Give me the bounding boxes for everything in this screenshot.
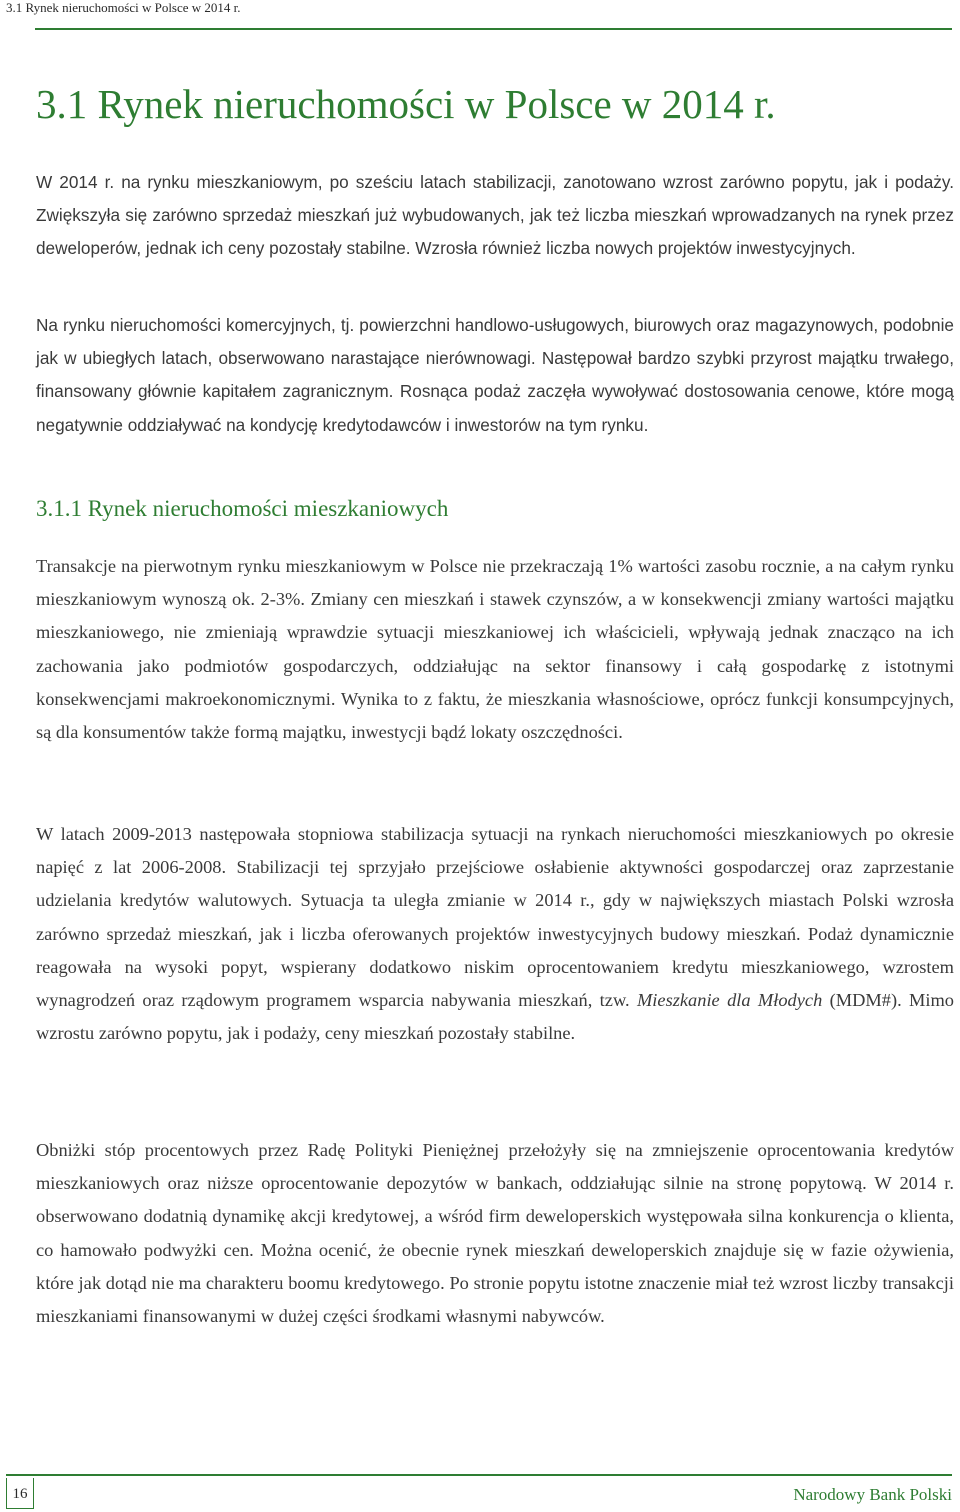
page-title: 3.1 Rynek nieruchomości w Polsce w 2014 r. xyxy=(36,81,776,127)
page-number: 16 xyxy=(6,1478,34,1509)
footer-rule xyxy=(6,1474,952,1476)
publisher-name: Narodowy Bank Polski xyxy=(793,1485,952,1504)
program-name: Mieszkanie dla Młodych xyxy=(636,990,823,1011)
body-paragraph-1: Transakcje na pierwotnym rynku mieszkaniowym w Polsce nie przekraczają 1% wartości zasobu rocznie, a na całym rynku mieszkaniowym wynoszą ok. 2-3%. Zmiany cen mieszkań i stawek czynszów, a w konsekwencji zmiany wartości majątku mieszkaniowego, nie zmieniają wprawdzie sytuacji mieszkaniowej ich właścicieli, wpływają jednak znacząco na ich zachowania jako podmiotów gospodarczych, oddziałując na sektor finansowy i całą gospodarkę z istotnymi konsekwencjami makroekonomicznymi. Wynika to z faktu, że mieszkania własnościowe, oprócz funkcji konsumpcyjnych, są dla konsumentów także formą majątku, inwestycji bądź lokaty oszczędności. xyxy=(36,556,954,743)
body-paragraph-2-text-b: (MDM#). Mimo wzrostu zarówno popytu, jak i podaży, ceny mieszkań pozostały stabilne. xyxy=(36,990,954,1044)
intro-paragraph-2: Na rynku nieruchomości komercyjnych, tj. powierzchni handlowo-usługowych, biurowych oraz magazynowych, podobnie jak w ubiegłych latach, obserwowano narastające nierównowagi. Następował bardzo szybki przyrost majątku trwałego, finansowany głównie kapitałem zagranicznym. Rosnąca podaż zaczęła wywoływać dostosowania cenowe, które mogą negatywnie oddziaływać na kondycję kredytodawców i inwestorów na tym rynku. xyxy=(36,315,954,435)
running-header: 3.1 Rynek nieruchomości w Polsce w 2014 r. xyxy=(6,0,241,15)
intro-paragraph-1: W 2014 r. na rynku mieszkaniowym, po sześciu latach stabilizacji, zanotowano wzrost zarówno popytu, jak i podaży. Zwiększyła się zarówno sprzedaż mieszkań już wybudowanych, jak też liczba mieszkań wprowadzanych na rynek przez deweloperów, jednak ich ceny pozostały stabilne. Wzrosła również liczba nowych projektów inwestycyjnych. xyxy=(36,172,954,259)
section-heading: 3.1.1 Rynek nieruchomości mieszkaniowych xyxy=(36,496,449,521)
header-rule xyxy=(35,28,952,30)
body-paragraph-3: Obniżki stóp procentowych przez Radę Polityki Pieniężnej przełożyły się na zmniejszenie oprocentowania kredytów mieszkaniowych oraz niższe oprocentowanie depozytów w bankach, oddziałując silnie na stronę popytową. W 2014 r. obserwowano dodatnią dynamikę akcji kredytowej, a wśród firm deweloperskich występowała silna konkurencja o klienta, co hamowało podwyżki cen. Można ocenić, że obecnie rynek mieszkań deweloperskich znajduje się w fazie ożywienia, które jak dotąd nie ma charakteru boomu kredytowego. Po stronie popytu istotne znaczenie miał też wzrost liczby transakcji mieszkaniami finansowanymi w dużej części środkami własnymi nabywców. xyxy=(36,1140,954,1327)
body-paragraph-2-text-a: W latach 2009-2013 następowała stopniowa stabilizacja sytuacji na rynkach nieruchomości mieszkaniowych po okresie napięć z lat 2006-2008. Stabilizacji tej sprzyjało przejściowe osłabienie aktywności gospodarczej oraz zaprzestanie udzielania kredytów walutowych. Sytuacja ta uległa zmianie w 2014 r., gdy w największych miastach Polski wzrosła zarówno sprzedaż mieszkań, jak i liczba oferowanych projektów inwestycyjnych budowy mieszkań. Podaż dynamicznie reagowała na wysoki popyt, wspierany dodatkowo niskim oprocentowaniem kredytu mieszkaniowego, wzrostem wynagrodzeń oraz rządowym programem wsparcia nabywania mieszkań, tzw. xyxy=(36,824,954,1011)
body-paragraph-2 xyxy=(36,818,954,1050)
